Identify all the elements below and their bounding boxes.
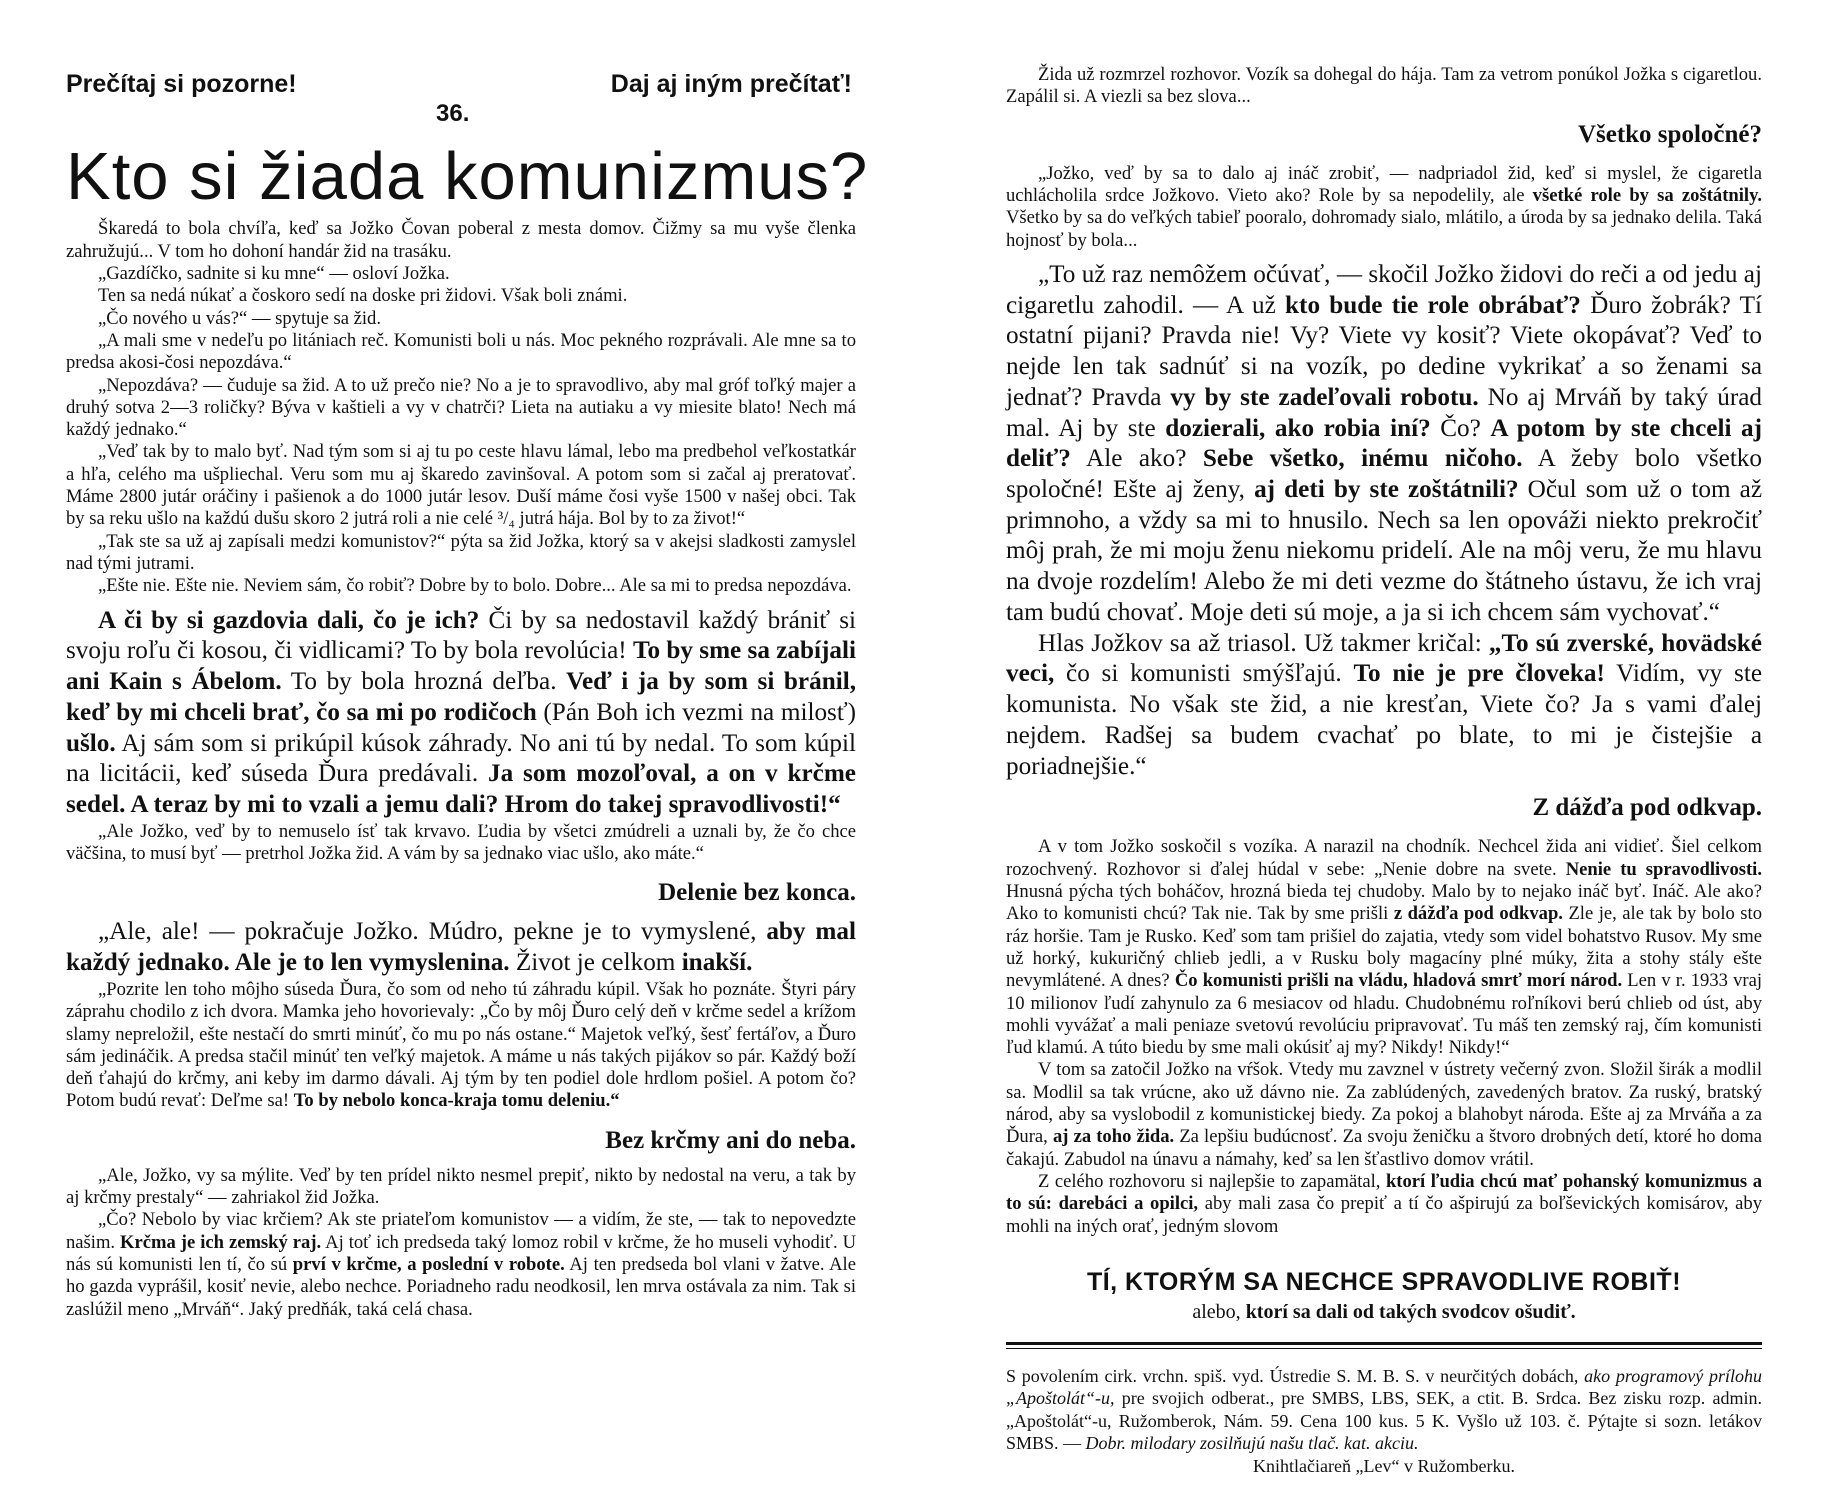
text-span: „Jožko, veď by sa to dalo aj ináč zrobiť, — nadpriadol žid, keď si myslel, že cigaretla uchlácholila srdce Jožkovo. Vieto ako? Role by sa nepodelily, ale xyxy=(1006,162,1762,206)
italic-span: Dobr. milodary zosilňujú našu tlač. kat. akciu. xyxy=(1085,1433,1419,1454)
text-span: alebo, xyxy=(1192,1300,1246,1323)
bold-span: ušlo. xyxy=(66,729,116,757)
text-span: pre svojich odberat., pre SMBS, LBS, SEK, a ctit. B. Srdca. Bez zisku rozp. admin. „Apoštolát“-u, Ružomberok, Nám. 59. Cena 100 kus. 5 K. Vyšlo už 103. č. Pýtajte si sozn. letákov SMBS. — xyxy=(1006,1388,1762,1454)
paragraph: „A mali sme v nedeľu po litániach reč. Komunisti boli u nás. Moc pekného rozprávali. Ale mne sa to predsa akosi-čosi nepozdáva.“ xyxy=(66,329,856,374)
bold-span: Čo komunisti prišli na vládu, hladová smrť morí národ. xyxy=(1174,970,1623,992)
paragraph: „Veď tak by to malo byť. Nad tým som si aj tu po ceste hlavu lámal, lebo ma predbehol veľkostatkár a hľa, celého ma ušpliechal. Veru som mu aj škaredo zavinšoval. A potom som si začal aj preratovať. Máme 2800 jutár oráčiny i pašienok a do 1000 jutár lesov. Duší máme čosi vyše 1500 v našej obci. Tak by sa reku ušlo na každú dušu skoro 2 jutrá roli a nie celé ³/₄ jutrá hája. Bol by to za život!“ xyxy=(66,441,856,530)
header-left: Prečítaj si pozorne! xyxy=(66,70,297,98)
section-heading: Z dážďa pod odkvap. xyxy=(1532,794,1762,822)
section-heading: Bez krčmy ani do neba. xyxy=(605,1126,856,1154)
paragraph: Škaredá to bola chvíľa, keď sa Jožko Čovan poberal z mesta domov. Čižmy sa mu vyše členka zahružujú... V tom ho dohoní handár žid na trasáku. xyxy=(66,218,856,262)
text-span: aby mali zasa čo prepiť a tí čo ašpirujú za boľševických komisárov, aby mohli na iných orať, jedným slovom xyxy=(1006,1193,1762,1237)
bold-span: Ja som mozoľoval, a on v krčme sedel. A teraz by mi to vzali a jemu dali? Hrom do takej spravodlivosti!“ xyxy=(66,760,856,819)
bold-span: prví v krčme, a poslední v robote. xyxy=(292,1254,565,1276)
text-span: „Pozrite len toho môjho súseda Ďura, čo som od neho tú záhradu kúpil. Však ho poznáte. Štyri páry záprahu chodilo z ich dvora. Mamka jeho hovorievaly: „Čo by môj Ďuro celý deň v krčme sedel a krížom slamy nepreložil, ešte nestačí do smrti minúť, čo mu po nás ostane.“ Majetok veľký, šesť fertáľov, a Ďuro sám jedináčik. A predsa stačil minúť ten veľký majetok. A máme u nás takých pijákov so pár. Každý boží deň ťahajú do krčmy, ani keby im darmo dávali. Aj tým by ten podiel dole hrdlom pošiel. A potom čo? Potom budú revať: Deľme sa! xyxy=(66,978,856,1112)
paragraph: „Nepozdáva? — čuduje sa žid. A to už prečo nie? No a je to spravodlivo, aby mal gróf toľký majer a druhý sotva 2—3 roličky? Býva v kaštieli a vy v chatrči? Lieta na autiaku a vy miesite blato! Nech má každý jednako.“ xyxy=(66,374,856,441)
text-span: Hnusná pýcha tých boháčov, hrozná bieda tej chudoby. Malo by to nejako ináč byť. Ináč. Ale ako? Ako to komunisti chcú? Tak nie. Tak by sme prišli xyxy=(1006,880,1762,925)
paragraph: „Čo nového u vás?“ — spytuje sa žid. xyxy=(98,307,381,329)
italic-span: ako programový prílohu „Apoštolát“-u, xyxy=(1006,1365,1762,1409)
paragraph xyxy=(66,979,856,1113)
text-span: A v tom Jožko soskočil s vozíka. A narazil na chodník. Nechcel žida ani vidieť. Šiel celkom rozochvený. Rozhovor si ďalej húdal v sebe: „Nenie dobre na svete. xyxy=(1006,836,1762,880)
text-span: Z celého rozhovoru si najlepšie to zapamätal, xyxy=(1038,1171,1386,1193)
paragraph xyxy=(1006,1059,1762,1171)
paragraph xyxy=(1006,836,1762,1059)
section-heading: Všetko spoločné? xyxy=(1577,120,1762,148)
bold-span: To by nebolo konca-kraja tomu deleniu.“ xyxy=(293,1090,620,1112)
text-span: Očul som už o tom až primnoho, a vždy sa mi to hnusilo. Nech sa len opováži niekto prekročiť môj prah, že mi moju ženu niekomu pridelí. Ale na môj veru, že mu hlavu na dvoje rozdelím! Alebo že mi deti vezme do štátneho ústavu, že ich vraj tam budú chovať. Moje deti sú moje, a ja si ich chcem sám vychovať.“ xyxy=(1006,476,1762,626)
bold-span: To nie je pre človeka! xyxy=(1353,660,1605,688)
paragraph xyxy=(66,1209,856,1321)
emphasis-paragraph xyxy=(1006,260,1762,629)
bold-span: aj za toho žida. xyxy=(1052,1126,1175,1148)
section-heading: Delenie bez konca. xyxy=(658,879,856,907)
bold-span: A či by si gazdovia dali, čo je ich? xyxy=(98,606,480,634)
text-span: Či by sa nedostavil každý brániť si svoju roľu či kosou, či vidlicami? To by bola revolúcia! xyxy=(66,606,857,665)
right-page xyxy=(916,0,1832,1500)
text-span: Vidím, vy ste komunista. No však ste žid, a nie kresťan, Viete čo? Ja s vami ďalej nejdem. Radšej sa budem cvachať po blate, to mi je čistejšie a poriadnejšie.“ xyxy=(1006,660,1762,780)
bold-span: inakší. xyxy=(681,949,753,977)
text-span: „To už raz nemôžem očúvať, — skočil Jožko židovi do reči a od jedu aj cigaretlu zahodil. — A už xyxy=(1006,260,1762,319)
paragraph: „Ale Jožko, veď by to nemuselo ísť tak krvavo. Ľudia by všetci zmúdreli a uznali by, že čo chce väčšina, to musí byť — pretrhol Jožka žid. A vám by sa jednako viac ušlo, ako máte.“ xyxy=(66,820,856,865)
call-to-action: TÍ, KTORÝM SA NECHCE SPRAVODLIVE ROBIŤ! xyxy=(1086,1267,1682,1296)
emphasis-paragraph xyxy=(66,606,856,821)
text-span: Ale ako? xyxy=(1070,445,1203,473)
emphasis-paragraph xyxy=(1006,629,1762,783)
bold-span: dozierali, ako robia iní? xyxy=(1165,414,1431,442)
paragraph: „Ešte nie. Ešte nie. Neviem sám, čo robiť? Dobre by to bolo. Dobre... Ale sa mi to predsa nepozdáva. xyxy=(98,575,852,597)
imprint xyxy=(1006,1365,1762,1478)
text-span: Všetko by sa do veľkých tabieľ pooralo, dohromady sialo, mlátilo, a úroda by sa jednako delila. Taká hojnosť by bola... xyxy=(1006,207,1762,251)
text-span: Len v r. 1933 vraj 10 milionov ľudí zahynulo za 6 mesiacov od hladu. Chudobnému roľníkovi berú chlieb od úst, aby mohli vyvážať a mali peniaze svetovú revolúciu pripravovať. Tu máš ten zemský raj, čím komunisti ľud klamú. A túto biedu by sme mali okúsiť aj my? Nikdy! Nikdy!“ xyxy=(1006,970,1762,1059)
text-span: „Čo? Nebolo by viac krčiem? Ak ste priateľom komunistov — a vidím, že ste, — tak to nepovedzte našim. xyxy=(66,1209,856,1253)
footer-divider xyxy=(1006,1342,1762,1349)
text-span: Hlas Jožkov sa až triasol. Už takmer kričal: xyxy=(1038,629,1489,657)
bold-span: To by sme sa zabíjali ani Kain s Ábelom. xyxy=(66,637,856,696)
text-span: čo si komunisti smýšľajú. xyxy=(1054,660,1354,688)
bold-span: Sebe všetko, inému ničoho. xyxy=(1202,445,1523,473)
text-span: S povolením cirk. vrchn. spiš. vyd. Ústredie S. M. B. S. v neurčitých dobách, xyxy=(1006,1365,1585,1386)
paragraph xyxy=(1006,163,1762,252)
text-span: A žeby bolo všetko spoločné! Ešte aj ženy, xyxy=(1006,445,1762,504)
text-span: Ďuro žobrák? Tí ostatní pijani? Pravda nie! Vy? Viete vy kosiť? Viete okopávať? Veď to nejde len tak sadnúť si na vozík, po dedine vykrikať a so ženami sa jednať? Pravda xyxy=(1006,291,1762,411)
text-span: Za lepšiu budúcnosť. Za svoju ženičku a štvoro drobných detí, ktoré ho doma čakajú. Zabudol na únavu a námahy, keď sa len šťastlivo domov vrátil. xyxy=(1006,1126,1763,1170)
text-span: Život je celkom xyxy=(509,949,682,977)
bold-span: všetké role by sa zoštátnily. xyxy=(1532,184,1762,206)
text-span: Aj toť ich predseda taký lomoz robil v krčme, že ho museli vyhodiť. U nás sú komunisti len tí, čo sú xyxy=(66,1231,857,1276)
text-span: (Pán Boh ich vezmi na milosť) xyxy=(536,698,856,726)
paragraph: „Ale, Jožko, vy sa mýlite. Veď by ten prídel nikto nesmel prepiť, nikto by nedostal na veru, a tak by aj krčmy prestaly“ — zahriakol žid Jožka. xyxy=(66,1164,856,1209)
bold-span: z dážďa pod odkvap. xyxy=(1393,903,1563,925)
bold-span: Veď i ja by som si bránil, keď by mi chceli brať, čo sa mi po rodičoch xyxy=(66,668,857,726)
bold-span: ktorí ľudia chcú mať pohanský komunizmus a to sú: darebáci a opilci, xyxy=(1006,1171,1762,1215)
paragraph: Ten sa nedá núkať a čoskoro sedí na doske pri židovi. Však boli známi. xyxy=(98,285,628,307)
text-span: Zle je, ale tak by bolo sto ráz horšie. Tam je Rusko. Keď som tam prišiel do zajatia, vtedy som videl bohatstvo Rusov. My sme už horký, kukuričný chlieb jedli, a v Rusku boly magacíny plné múky, žita a stohy stály ešte nevymlátené. A dnes? xyxy=(1006,903,1762,992)
text-span: „Ale, ale! — pokračuje Jožko. Múdro, pekne je to vymyslené, xyxy=(98,918,767,946)
bold-span: ktorí sa dali od takých svodcov ošudiť. xyxy=(1245,1300,1576,1323)
bold-span: kto bude tie role obrábať? xyxy=(1285,291,1581,319)
text-span: Aj sám som si prikúpil kúsok záhrady. No ani tú by nedal. To som kúpil na licitácii, keď súseda Ďura predávali. xyxy=(66,729,856,788)
bold-span: Nenie tu spravodlivosti. xyxy=(1565,858,1763,880)
text-span: V tom sa zatočil Jožko na vŕšok. Vtedy mu zavznel v ústrety večerný zvon. Složil širák a modlil sa. Modlil sa tak vrúcne, ako už dávno nie. Za zablúdených, zavedených bratov. Za ruský, bratský národ, aby sa vyslobodil z komunistickej biedy. Za pokoj a blahobyt národa. Ešte aj za Mrváňa a za Ďura, xyxy=(1006,1059,1762,1148)
call-to-action-sub xyxy=(1006,1301,1762,1324)
main-title: Kto si žiada komunizmus? xyxy=(66,139,869,214)
header-right: Daj aj iným prečítať! xyxy=(610,70,852,98)
bold-span: vy by ste zadeľovali robotu. xyxy=(1170,383,1479,411)
bold-span: aj deti by ste zoštátnili? xyxy=(1254,476,1519,504)
emphasis-paragraph xyxy=(66,917,856,978)
page-header xyxy=(66,70,856,130)
bold-span: Krčma je ich zemský raj. xyxy=(120,1231,322,1253)
text-span: No aj Mrváň by taký úrad mal. Aj by ste xyxy=(1006,383,1762,442)
bold-span: aby mal každý jednako. Ale je to len vymyslenina. xyxy=(66,918,856,977)
paragraph: „Gazdíčko, sadnite si ku mne“ — osloví Jožka. xyxy=(98,262,450,284)
bold-span: „To sú zverské, hovädské veci, xyxy=(1006,629,1762,688)
printer-line: Knihtlačiareň „Lev“ v Ružomberku. xyxy=(1253,1455,1515,1476)
text-span: Čo? xyxy=(1430,414,1491,442)
paragraph: „Tak ste sa už aj zapísali medzi komunistov?“ pýta sa žid Jožka, ktorý sa v akejsi sladkosti zamyslel nad tými jutrami. xyxy=(66,530,856,575)
bold-span: A potom by ste chceli aj deliť? xyxy=(1006,414,1762,473)
text-span: To by bola hrozná deľba. xyxy=(281,668,567,696)
issue-number: 36. xyxy=(436,100,470,127)
paragraph: Žida už rozmrzel rozhovor. Vozík sa dohegal do hája. Tam za vetrom ponúkol Jožka s cigaretlou. Zapálil si. A viezli sa bez slova... xyxy=(1006,64,1762,108)
paragraph xyxy=(1006,1171,1762,1238)
text-span: Aj ten predseda bol vlani v žatve. Ale ho gazda vyprášil, kosiť nevie, alebo nechce. Poriadneho radu neodkosil, len mrva ostávala za nim. Tak si zaslúžil meno „Mrváň“. Jaký predňák, taká celá chasa. xyxy=(66,1254,856,1320)
